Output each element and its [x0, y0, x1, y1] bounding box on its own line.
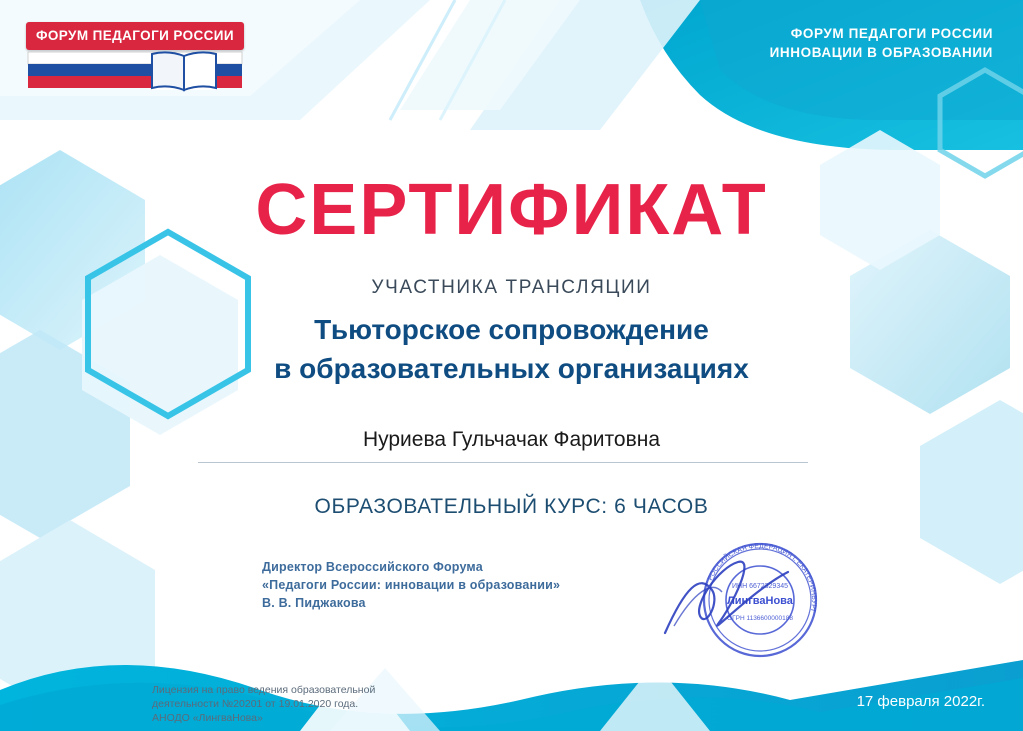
signature-block	[262, 558, 560, 612]
course-title-line-2: в образовательных организациях	[274, 353, 749, 384]
header-line-2: ИННОВАЦИИ В ОБРАЗОВАНИИ	[769, 45, 993, 60]
license-line-2: деятельности №20201 от 19.01.2020 года.	[152, 698, 359, 710]
certificate-subtitle: УЧАСТНИКА ТРАНСЛЯЦИИ	[371, 277, 652, 298]
issue-date: 17 февраля 2022г.	[856, 693, 985, 710]
header-line-1: ФОРУМ ПЕДАГОГИ РОССИИ	[790, 26, 993, 41]
logo-banner-text: ФОРУМ ПЕДАГОГИ РОССИИ	[35, 28, 235, 43]
signature-line-3: В. В. Пиджакова	[262, 596, 366, 610]
recipient-name: Нуриева Гульчачак Фаритовна	[362, 428, 661, 451]
svg-text:ОГРН 1136600000188: ОГРН 1136600000188	[727, 615, 793, 622]
course-title	[0, 310, 1023, 388]
signature-line-1: Директор Всероссийского Форума	[262, 560, 483, 574]
official-stamp	[660, 528, 840, 668]
recipient-underline	[198, 462, 808, 463]
svg-text:РОССИЙСКАЯ ФЕДЕРАЦИЯ г. ЕКАТЕР: РОССИЙСКАЯ ФЕДЕРАЦИЯ г. ЕКАТЕРИНБУРГ	[707, 542, 818, 614]
signature-line-2: «Педагоги России: инновации в образовании»	[262, 578, 561, 592]
license-line-3: АНОДО «ЛингваНова»	[152, 712, 263, 724]
license-line-1: Лицензия на право ведения образовательной	[152, 684, 376, 696]
certificate-title: СЕРТИФИКАТ	[255, 170, 768, 250]
course-hours: ОБРАЗОВАТЕЛЬНЫЙ КУРС: 6 ЧАСОВ	[314, 495, 709, 518]
svg-text:ЛингваНова: ЛингваНова	[727, 595, 793, 607]
license-text	[152, 683, 375, 725]
svg-text:ИНН 6672329345: ИНН 6672329345	[731, 583, 789, 590]
course-title-line-1: Тьюторское сопровождение	[314, 314, 709, 345]
